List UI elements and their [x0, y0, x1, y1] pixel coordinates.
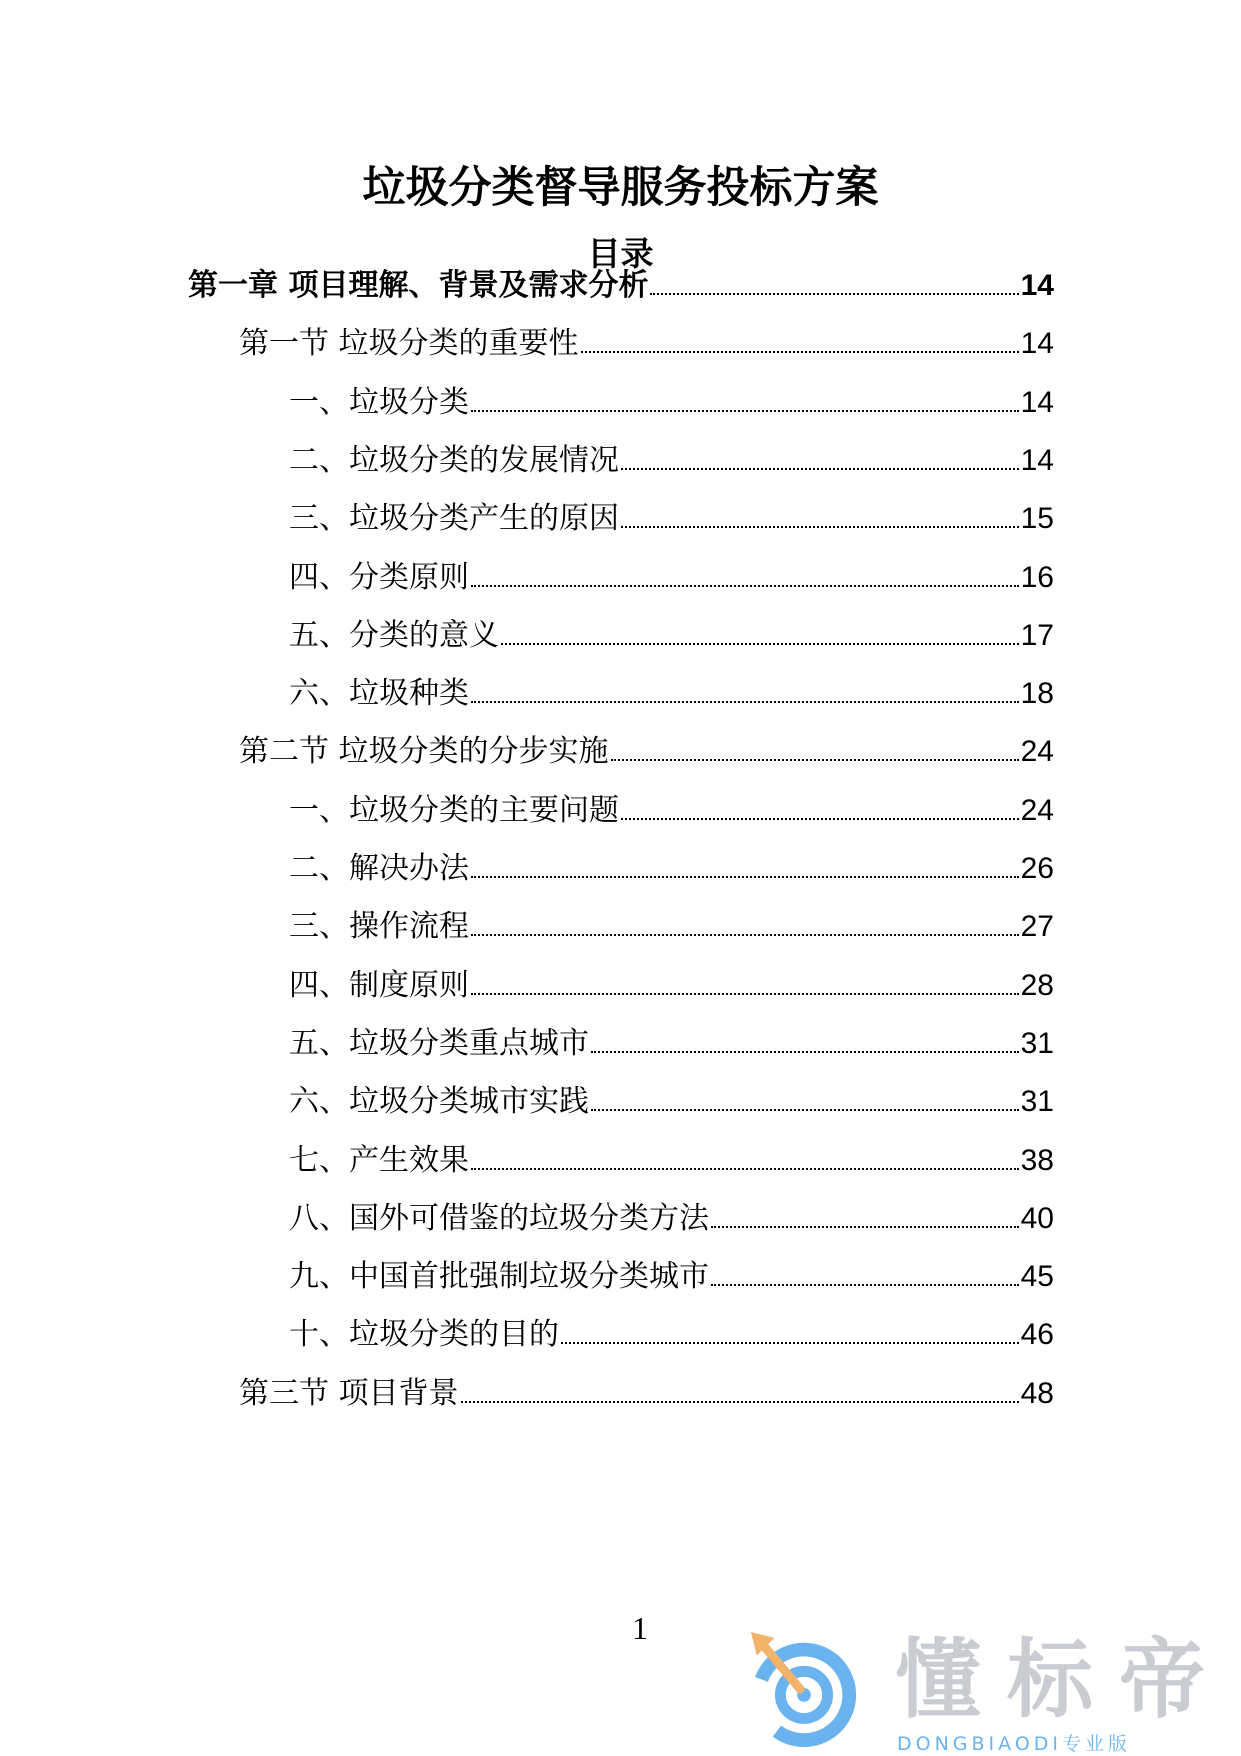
toc-heading: 目录 — [587, 234, 654, 273]
toc-entry-title: 一、垃圾分类的主要问题 — [289, 793, 619, 828]
toc-entry-page: 46 — [1020, 1318, 1054, 1351]
toc-entry-title: 二、解决办法 — [289, 851, 469, 886]
toc-entry[interactable] — [289, 670, 1054, 718]
toc-entry-title: 八、国外可借鉴的垃圾分类方法 — [289, 1201, 709, 1236]
toc-entry-page: 27 — [1020, 910, 1054, 943]
toc-entry[interactable] — [289, 1311, 1054, 1359]
toc-leader-dots — [621, 818, 1019, 820]
toc-entry-title: 二、垃圾分类的发展情况 — [289, 443, 619, 478]
toc-entry-page: 48 — [1020, 1377, 1054, 1410]
toc-entry[interactable] — [289, 1137, 1054, 1185]
toc-entry-page: 31 — [1020, 1027, 1054, 1060]
toc-entry-page: 16 — [1020, 561, 1054, 594]
toc-entry-title: 十、垃圾分类的目的 — [289, 1317, 559, 1352]
toc-entry-title: 四、制度原则 — [289, 968, 469, 1003]
toc-leader-dots — [581, 351, 1019, 353]
toc-entry-page: 14 — [1020, 444, 1054, 477]
toc-entry-title: 四、分类原则 — [289, 560, 469, 595]
toc-entry[interactable] — [289, 612, 1054, 660]
toc-entry-page: 14 — [1020, 386, 1054, 419]
toc-leader-dots — [561, 1342, 1019, 1344]
toc-entry-title: 五、分类的意义 — [289, 618, 499, 653]
toc-entry-title: 第三节 项目背景 — [239, 1376, 459, 1411]
toc-entry-title: 六、垃圾分类城市实践 — [289, 1084, 589, 1119]
toc-entry-page: 18 — [1020, 677, 1054, 710]
toc-entry[interactable] — [188, 262, 1054, 310]
toc-entry-title: 三、操作流程 — [289, 909, 469, 944]
toc-entry[interactable] — [239, 320, 1054, 368]
toc-entry-page: 45 — [1020, 1260, 1054, 1293]
toc-entry-page: 26 — [1020, 852, 1054, 885]
toc-leader-dots — [591, 1051, 1019, 1053]
toc-entry[interactable] — [289, 1253, 1054, 1301]
toc-entry-title: 三、垃圾分类产生的原因 — [289, 501, 619, 536]
toc-entry[interactable] — [239, 1370, 1054, 1418]
toc-entry[interactable] — [289, 962, 1054, 1010]
toc-entry-title: 五、垃圾分类重点城市 — [289, 1026, 589, 1061]
toc-entry-page: 38 — [1020, 1144, 1054, 1177]
watermark-subtitle: DONGBIAODI专业版 — [897, 1733, 1132, 1755]
toc-leader-dots — [471, 993, 1019, 995]
toc-entry[interactable] — [289, 554, 1054, 602]
toc-entry[interactable] — [289, 1078, 1054, 1126]
toc-leader-dots — [621, 526, 1019, 528]
toc-entry-page: 14 — [1020, 327, 1054, 360]
toc-leader-dots — [591, 1109, 1019, 1111]
toc-entry-title: 第二节 垃圾分类的分步实施 — [239, 734, 609, 769]
toc-leader-dots — [471, 934, 1019, 936]
toc-entry-page: 24 — [1020, 735, 1054, 768]
page-number: 1 — [632, 1610, 648, 1646]
toc-entry[interactable] — [289, 495, 1054, 543]
toc-leader-dots — [711, 1226, 1019, 1228]
toc-entry-title: 一、垃圾分类 — [289, 385, 469, 420]
toc-entry[interactable] — [289, 1020, 1054, 1068]
toc-leader-dots — [650, 293, 1018, 295]
toc-leader-dots — [471, 585, 1019, 587]
toc-entry[interactable] — [289, 903, 1054, 951]
toc-entry-page: 28 — [1020, 969, 1054, 1002]
toc-entry[interactable] — [289, 1195, 1054, 1243]
toc-leader-dots — [501, 643, 1019, 645]
watermark-brand: 懂标帝 — [895, 1630, 1231, 1730]
toc-leader-dots — [471, 410, 1019, 412]
toc-entry[interactable] — [289, 437, 1054, 485]
document-title: 垃圾分类督导服务投标方案 — [362, 163, 879, 213]
toc-entry[interactable] — [239, 728, 1054, 776]
toc-leader-dots — [611, 759, 1019, 761]
toc-entry-title: 九、中国首批强制垃圾分类城市 — [289, 1259, 709, 1294]
toc-entry-page: 24 — [1020, 794, 1054, 827]
toc-entry-title: 六、垃圾种类 — [289, 676, 469, 711]
toc-entry-page: 17 — [1020, 619, 1054, 652]
watermark — [745, 1630, 1235, 1754]
toc-leader-dots — [621, 468, 1019, 470]
toc-entry-page: 31 — [1020, 1085, 1054, 1118]
toc-leader-dots — [471, 876, 1019, 878]
toc-leader-dots — [471, 1168, 1019, 1170]
toc-leader-dots — [711, 1284, 1019, 1286]
toc-entry[interactable] — [289, 379, 1054, 427]
toc-entry-title: 第一章 项目理解、背景及需求分析 — [188, 268, 649, 303]
toc-entry-page: 40 — [1020, 1202, 1054, 1235]
toc-entry[interactable] — [289, 787, 1054, 835]
target-arrow-icon — [745, 1630, 863, 1748]
toc-leader-dots — [471, 701, 1019, 703]
toc-entry-title: 第一节 垃圾分类的重要性 — [239, 326, 579, 361]
toc-entry-title: 七、产生效果 — [289, 1143, 469, 1178]
toc-entry-page: 14 — [1020, 269, 1054, 302]
toc-entry-page: 15 — [1020, 502, 1054, 535]
toc-entry[interactable] — [289, 845, 1054, 893]
toc-leader-dots — [461, 1401, 1019, 1403]
